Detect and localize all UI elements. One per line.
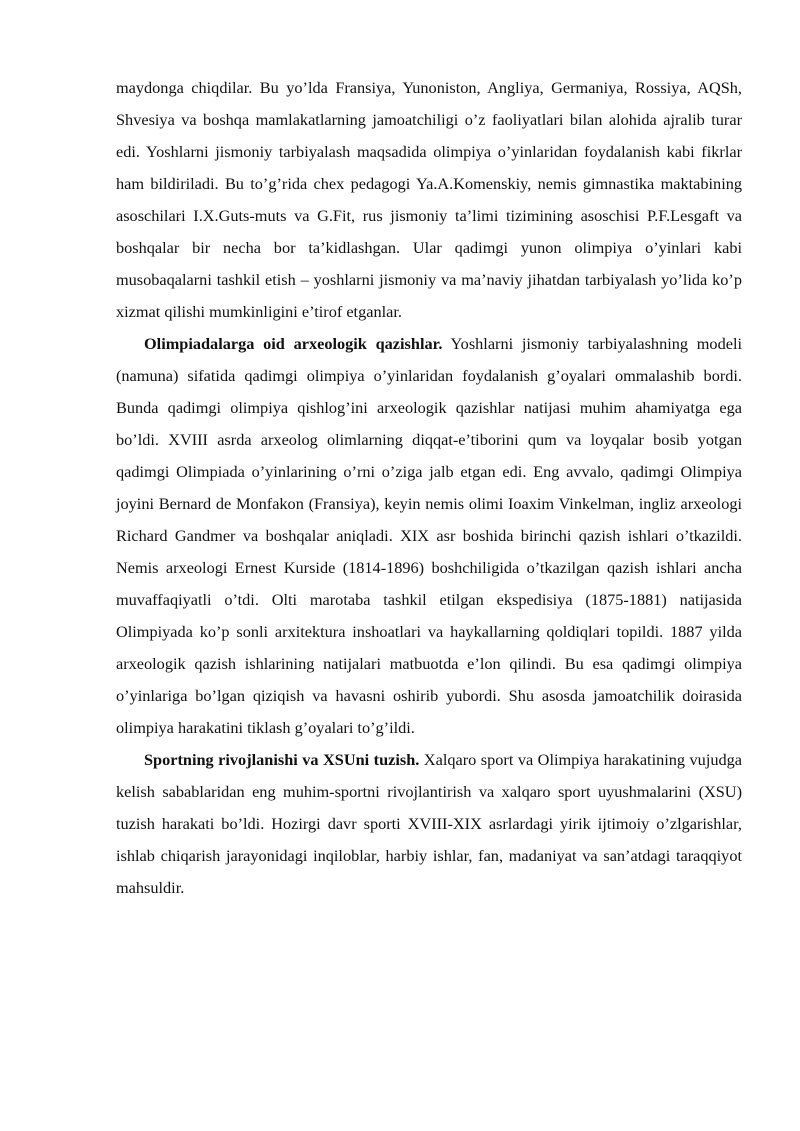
paragraph-intro (116, 72, 742, 328)
paragraph-text: Yoshlarni jismoniy tarbiyalashning modeli (namuna) sifatida qadimgi olimpiya o’yinlaridan foydalanish g’oyalari ommalashib bordi. Bunda qadimgi olimpiya qishlog’ini arxeologik qazishlar natijasi muhim ahamiyatga ega bo’ldi. XVIII asrda arxeolog olimlarning diqqat-e’tiborini qum va loyqalar bosib yotgan qadimgi Olimpiada o’yinlarining o’rni o’ziga jalb etgan edi. Eng avvalo, qadimgi Olimpiya joyini Bernard de Monfakon (Fransiya), keyin nemis olimi Ioaxim Vinkelman, ingliz arxeologi Richard Gandmer va boshqalar aniqladi. XIX asr boshida birinchi qazish ishlari o’tkazildi. Nemis arxeologi Ernest Kurside (1814-1896) boshchiligida o’tkazilgan qazish ishlari ancha muvaffaqiyatli o’tdi. Olti marotaba tashkil etilgan ekspedisiya (1875-1881) natijasida Olimpiyada ko’p sonli arxitektura inshoatlari va haykallarning qoldiqlari topildi. 1887 yilda arxeologik qazish ishlarining natijalari matbuotda e’lon qilindi. Bu esa qadimgi olimpiya o’yinlariga bo’lgan qiziqish va havasni oshirib yubordi. Shu asosda jamoatchilik doirasida olimpiya harakatini tiklash g’oyalari to’g’ildi. (116, 334, 742, 737)
paragraph-text: maydonga chiqdilar. Bu yo’lda Fransiya, Yunoniston, Angliya, Germaniya, Rossiya, AQSh, Shvesiya va boshqa mamlakatlarning jamoatchiligi o’z faoliyatlari bilan alohida ajralib turar edi. Yoshlarni jismoniy tarbiyalash maqsadida olimpiya o’yinlaridan foydalanish kabi fikrlar ham bildiriladi. Bu to’g’rida chex pedagogi Ya.A.Komenskiy, nemis gimnastika maktabining asoschilari I.X.Guts-muts va G.Fit, rus jismoniy ta’limi tizimining asoschisi P.F.Lesgaft va boshqalar bir necha bor ta’kidlashgan. Ular qadimgi yunon olimpiya o’yinlari kabi musobaqalarni tashkil etish – yoshlarni jismoniy va ma’naviy jihatdan tarbiyalash yo’lida ko’p xizmat qilishi mumkinligini e’tirof etganlar. (116, 78, 742, 321)
section-heading-sport-development: Sportning rivojlanishi va XSUni tuzish. (144, 750, 420, 769)
section-heading-archaeology: Olimpiadalarga oid arxeologik qazishlar. (144, 334, 443, 353)
document-page (116, 72, 742, 904)
paragraph-sport-development (116, 744, 742, 904)
paragraph-archaeology (116, 328, 742, 744)
paragraph-text: Xalqaro sport va Olimpiya harakatining vujudga kelish sabablaridan eng muhim-sportni rivojlantirish va xalqaro sport uyushmalarini (XSU) tuzish harakati bo’ldi. Hozirgi davr sporti XVIII-XIX asrlardagi yirik ijtimoiy o’zlgarishlar, ishlab chiqarish jarayonidagi inqiloblar, harbiy ishlar, fan, madaniyat va san’atdagi taraqqiyot mahsuldir. (116, 750, 742, 897)
